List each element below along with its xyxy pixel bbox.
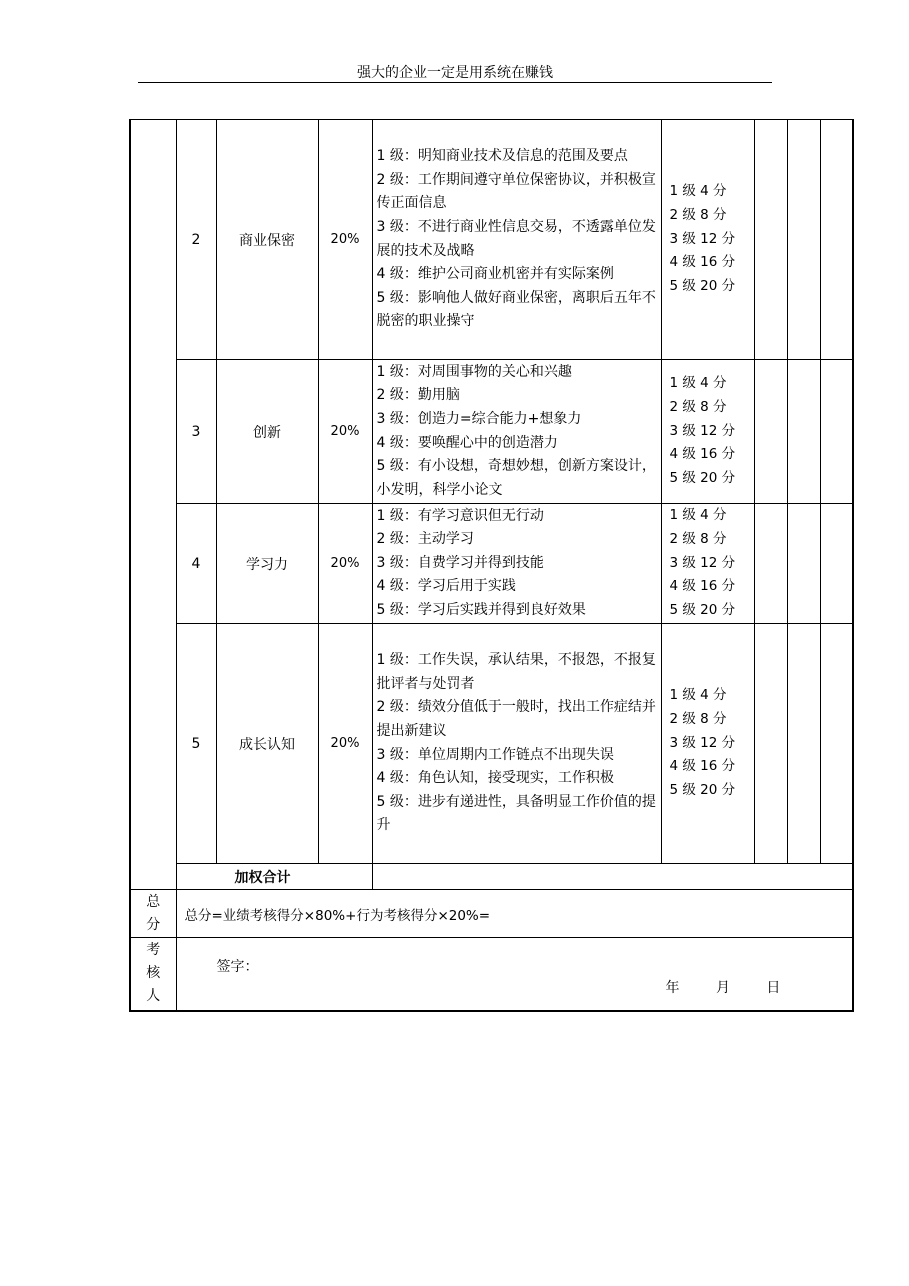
score-input-cell[interactable] [787, 360, 820, 504]
level-text: 3 级：自费学习并得到技能 [376, 554, 544, 571]
level-text: 4 级：维护公司商业机密并有实际案例 [376, 266, 614, 283]
score-text: 2 级 8 分 [669, 710, 727, 727]
score-input-cell[interactable] [820, 624, 853, 864]
level-text: 5 级：学习后实践并得到良好效果 [376, 601, 586, 618]
score-input-cell[interactable] [754, 504, 787, 624]
score-scale [661, 120, 754, 360]
level-text: 4 级：角色认知，接受现实，工作积极 [376, 770, 614, 787]
score-text: 1 级 4 分 [669, 183, 727, 199]
score-text: 3 级 12 分 [669, 554, 736, 571]
signature-label: 签字： [216, 959, 259, 975]
level-text: 5 级：有小设想，奇想妙想，创新方案设计，小发明，科学小论文 [376, 458, 656, 498]
reviewer-row [130, 938, 853, 1011]
score-input-cell[interactable] [787, 504, 820, 624]
level-text: 1 级：工作失误，承认结果，不报怨，不报复批评者与处罚者 [376, 652, 656, 692]
score-text: 4 级 16 分 [669, 446, 736, 463]
level-criteria [372, 624, 661, 864]
score-input-cell[interactable] [754, 120, 787, 360]
table-row [130, 624, 853, 864]
score-text: 2 级 8 分 [669, 530, 727, 547]
level-text: 1 级：对周围事物的关心和兴趣 [376, 363, 572, 380]
score-text: 2 级 8 分 [669, 206, 727, 223]
level-criteria [372, 504, 661, 624]
date-year-label: 年 [665, 980, 680, 996]
weight: 20% [318, 504, 372, 624]
score-input-cell[interactable] [820, 504, 853, 624]
score-text: 5 级 20 分 [669, 602, 736, 619]
level-criteria [372, 120, 661, 360]
row-number: 3 [176, 360, 216, 504]
score-input-cell[interactable] [754, 360, 787, 504]
level-text: 2 级：勤用脑 [376, 387, 460, 404]
score-text: 4 级 16 分 [669, 254, 736, 271]
level-text: 2 级：工作期间遵守单位保密协议，并积极宣传正面信息 [376, 171, 656, 212]
level-text: 4 级：学习后用于实践 [376, 578, 516, 595]
score-input-cell[interactable] [754, 624, 787, 864]
score-scale [661, 624, 754, 864]
score-scale [661, 504, 754, 624]
score-input-cell[interactable] [820, 360, 853, 504]
item-name: 商业保密 [216, 120, 318, 360]
date-month-label: 月 [715, 980, 730, 996]
row-number: 5 [176, 624, 216, 864]
score-text: 4 级 16 分 [669, 758, 736, 775]
total-label-cell [130, 890, 176, 938]
date-line [666, 977, 813, 997]
table-row [130, 120, 853, 360]
score-input-cell[interactable] [820, 120, 853, 360]
table-row [130, 360, 853, 504]
item-name: 成长认知 [216, 624, 318, 864]
score-text: 1 级 4 分 [669, 375, 727, 391]
level-criteria [372, 360, 661, 504]
score-text: 5 级 20 分 [669, 470, 736, 487]
total-label-char: 分 [146, 916, 161, 933]
item-name: 创新 [216, 360, 318, 504]
level-text: 2 级：绩效分值低于一般时，找出工作症结并提出新建议 [376, 699, 656, 739]
item-name: 学习力 [216, 504, 318, 624]
weighted-total-value[interactable] [372, 864, 853, 890]
reviewer-label-char: 核 [146, 965, 161, 982]
score-text: 2 级 8 分 [669, 398, 727, 415]
weight: 20% [318, 360, 372, 504]
weighted-total-label: 加权合计 [176, 864, 372, 890]
reviewer-label-cell [130, 938, 176, 1011]
page-header-title: 强大的企业一定是用系统在赚钱 [357, 65, 553, 81]
table-row [130, 504, 853, 624]
score-scale [661, 360, 754, 504]
evaluation-table [129, 119, 854, 1012]
score-text: 5 级 20 分 [669, 782, 736, 799]
level-text: 5 级：影响他人做好商业保密，离职后五年不脱密的职业操守 [376, 289, 656, 330]
score-text: 1 级 4 分 [669, 687, 727, 703]
category-cell [130, 120, 176, 890]
date-day-label: 日 [766, 980, 781, 996]
level-text: 1 级：有学习意识但无行动 [376, 507, 544, 524]
weight: 20% [318, 624, 372, 864]
level-text: 1 级：明知商业技术及信息的范围及要点 [376, 148, 628, 165]
score-input-cell[interactable] [787, 624, 820, 864]
weight: 20% [318, 120, 372, 360]
signature-cell[interactable] [176, 938, 853, 1011]
total-formula: 总分=业绩考核得分×80%+行为考核得分×20%= [176, 890, 853, 938]
level-text: 3 级：单位周期内工作链点不出现失误 [376, 746, 614, 763]
score-text: 1 级 4 分 [669, 507, 727, 523]
row-number: 2 [176, 120, 216, 360]
header-rule [138, 82, 772, 83]
row-number: 4 [176, 504, 216, 624]
level-text: 4 级：要唤醒心中的创造潜力 [376, 434, 558, 451]
reviewer-label-char: 人 [146, 988, 161, 1005]
score-text: 3 级 12 分 [669, 734, 736, 751]
score-input-cell[interactable] [787, 120, 820, 360]
score-text: 3 级 12 分 [669, 230, 736, 247]
level-text: 5 级：进步有递进性，具备明显工作价值的提升 [376, 793, 656, 834]
total-row [130, 890, 853, 938]
total-label-char: 总 [146, 893, 161, 910]
score-text: 5 级 20 分 [669, 278, 736, 295]
level-text: 3 级：不进行商业性信息交易，不透露单位发展的技术及战略 [376, 218, 656, 259]
score-text: 3 级 12 分 [669, 422, 736, 439]
weighted-total-row [130, 864, 853, 890]
level-text: 2 级：主动学习 [376, 531, 474, 548]
level-text: 3 级：创造力=综合能力+想象力 [376, 410, 582, 427]
reviewer-label-char: 考 [146, 942, 161, 959]
score-text: 4 级 16 分 [669, 578, 736, 595]
